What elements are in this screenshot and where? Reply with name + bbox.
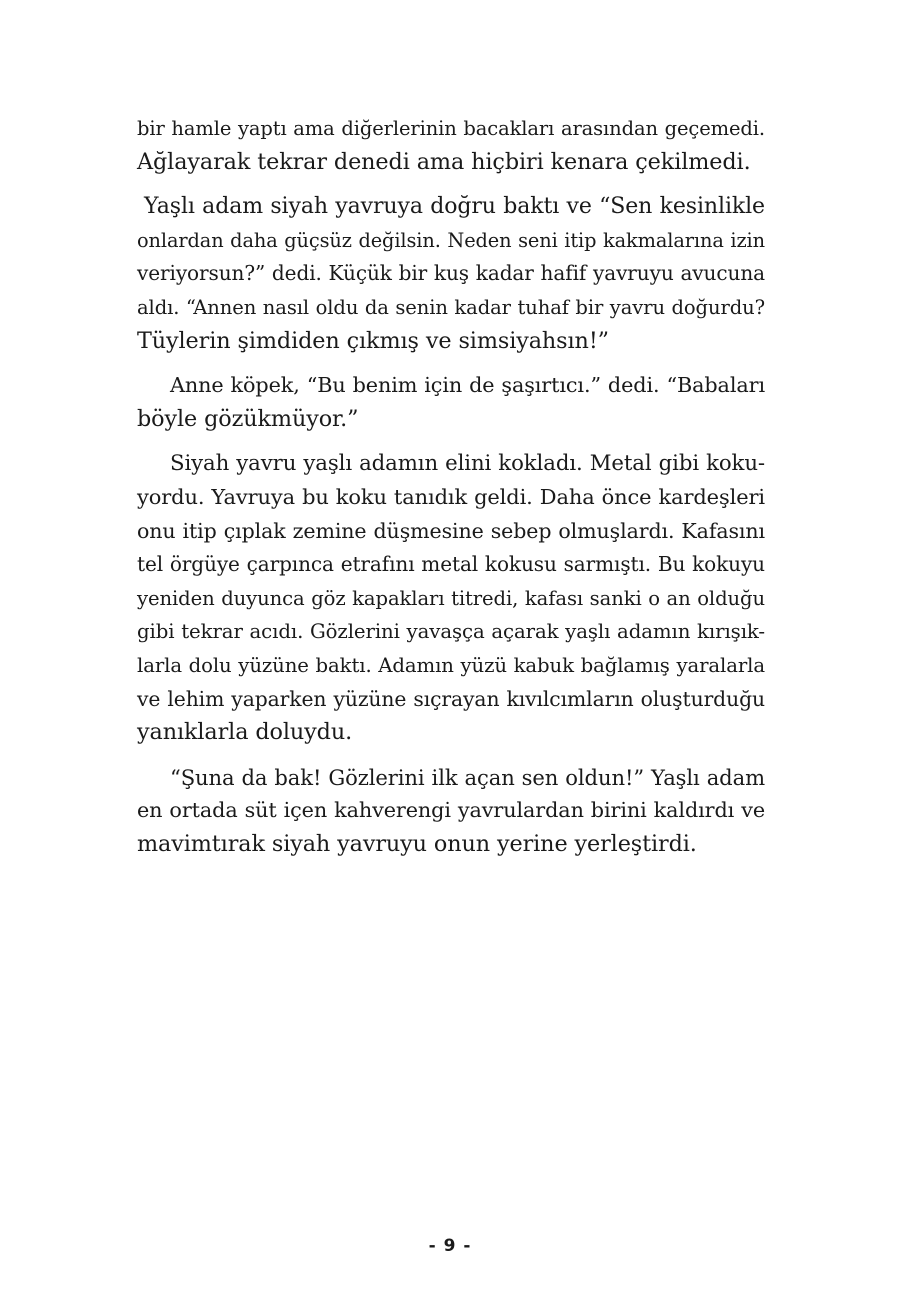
text-line: aldı. “Annen nasıl oldu da senin kadar tuhaf bir yavru doğurdu?	[137, 295, 765, 319]
text-line: onlardan daha güçsüz değilsin. Neden seni itip kakmalarına izin	[137, 228, 765, 252]
text-line: böyle gözükmüyor.”	[137, 405, 359, 432]
text-line: Yaşlı adam siyah yavruya doğru baktı ve “Sen kesinlikle	[144, 194, 765, 220]
text-line: en ortada süt içen kahverengi yavrulardan birini kaldırdı ve	[137, 798, 765, 823]
paragraph-2	[137, 190, 765, 358]
paragraph-5	[137, 761, 765, 862]
text-line: “Şuna da bak! Gözlerini ilk açan sen oldun!” Yaşlı adam	[170, 764, 765, 790]
text-line: larla dolu yüzüne baktı. Adamın yüzü kabuk bağlamış yaralarla	[137, 653, 765, 677]
text-line: tel örgüye çarpınca etrafını metal kokusu sarmıştı. Bu kokuyu	[137, 552, 765, 577]
text-line: Tüylerin şimdiden çıkmış ve simsiyahsın!”	[137, 327, 609, 354]
text-line: yeniden duyunca göz kapakları titredi, kafası sanki o an olduğu	[137, 586, 765, 610]
paragraph-4	[137, 447, 765, 749]
text-line: mavimtırak siyah yavruyu onun yerine yerleştirdi.	[137, 830, 697, 857]
text-line: yanıklarla doluydu.	[137, 719, 353, 746]
text-line: gibi tekrar acıdı. Gözlerini yavaşça açarak yaşlı adamın kırışık-	[137, 620, 765, 644]
text-line: Anne köpek, “Bu benim için de şaşırtıcı.” dedi. “Babaları	[170, 373, 765, 398]
text-line: Ağlayarak tekrar denedi ama hiçbiri kenara çekilmedi.	[137, 148, 751, 175]
text-line: Siyah yavru yaşlı adamın elini kokladı. Metal gibi koku-	[170, 451, 765, 477]
text-line: yordu. Yavruya bu koku tanıdık geldi. Daha önce kardeşleri	[137, 484, 765, 509]
page-number: - 9 -	[428, 1236, 472, 1256]
text-line: onu itip çıplak zemine düşmesine sebep olmuşlardı. Kafasını	[137, 518, 765, 543]
text-line: ve lehim yaparken yüzüne sıçrayan kıvılcımların oluşturduğu	[137, 686, 765, 711]
text-line: bir hamle yaptı ama diğerlerinin bacakları arasından geçemedi.	[137, 117, 765, 140]
paragraph-1	[137, 112, 765, 179]
paragraph-3	[137, 369, 765, 436]
body-text	[137, 112, 765, 872]
text-line: veriyorsun?” dedi. Küçük bir kuş kadar hafif yavruyu avucuna	[137, 261, 765, 286]
